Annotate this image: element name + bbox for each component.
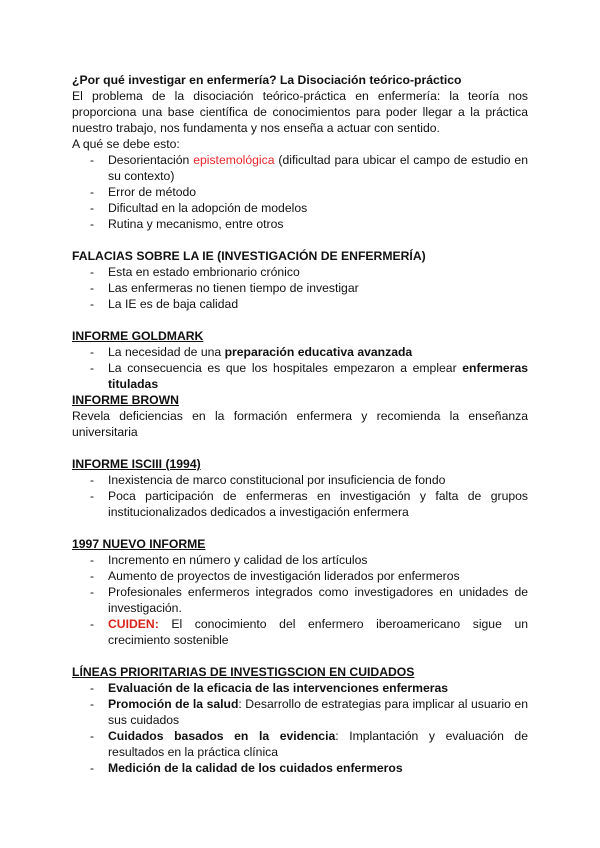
list-item: - Dificultad en la adopción de modelos xyxy=(72,200,528,216)
goldmark-list xyxy=(72,344,528,392)
list-item: - Las enfermeras no tienen tiempo de investigar xyxy=(72,280,528,296)
text-span: : Implantación y evaluación de resultados en la práctica clínica xyxy=(108,729,528,759)
list-item: - Error de método xyxy=(72,184,528,200)
highlight-term: epistemológica xyxy=(193,153,275,167)
nuevo-list xyxy=(72,552,528,648)
list-item: - Inexistencia de marco constitucional por insuficiencia de fondo xyxy=(72,472,528,488)
list-item: - Poca participación de enfermeras en investigación y falta de grupos institucionalizados dedicados a investigación enfermera xyxy=(72,488,528,520)
text-span: La necesidad de una xyxy=(108,345,225,359)
bold-term: preparación educativa avanzada xyxy=(224,345,413,359)
intro-lead: A qué se debe esto: xyxy=(72,137,180,151)
bold-term: Cuidados basados en la evidencia xyxy=(108,729,336,743)
cuiden-label: CUIDEN: xyxy=(108,617,159,631)
list-item xyxy=(72,728,528,760)
brown-paragraph: Revela deficiencias en la formación enfermera y recomienda la enseñanza universitaria xyxy=(72,409,528,439)
bold-term: enfermeras tituladas xyxy=(108,361,528,391)
list-item: - Profesionales enfermeros integrados como investigadores en unidades de investigación. xyxy=(72,584,528,616)
falacias-list xyxy=(72,264,528,312)
list-item: - Incremento en número y calidad de los artículos xyxy=(72,552,528,568)
list-item: - Rutina y mecanismo, entre otros xyxy=(72,216,528,232)
bold-term: Evaluación de la eficacia de las intervenciones enfermeras xyxy=(108,681,449,695)
document-page xyxy=(72,72,528,776)
lineas-title: LÍNEAS PRIORITARIAS DE INVESTIGSCION EN CUIDADOS xyxy=(72,665,415,679)
intro-title: ¿Por qué investigar en enfermería? La Disociación teórico-práctico xyxy=(72,73,462,87)
isciii-list xyxy=(72,472,528,520)
nuevo-title: 1997 NUEVO INFORME xyxy=(72,537,206,551)
list-item xyxy=(72,152,528,184)
list-item xyxy=(72,680,528,696)
list-item: - Aumento de proyectos de investigación liderados por enfermeros xyxy=(72,568,528,584)
text-span: Desorientación xyxy=(108,153,194,167)
list-item xyxy=(72,696,528,728)
text-span: : Desarrollo de estrategias para implicar al usuario en sus cuidados xyxy=(108,697,528,727)
falacias-title: FALACIAS SOBRE LA IE (INVESTIGACIÓN DE ENFERMERÍA) xyxy=(72,249,426,263)
bold-term: Medición de la calidad de los cuidados enfermeros xyxy=(108,761,403,775)
text-span: El conocimiento del enfermero iberoamericano sigue un crecimiento sostenible xyxy=(108,617,528,647)
text-span: (dificultad para ubicar el campo de estudio en su contexto) xyxy=(108,153,528,183)
text-span: La consecuencia es que los hospitales empezaron a emplear xyxy=(108,361,463,375)
intro-paragraph: El problema de la disociación teórico-práctica en enfermería: la teoría nos proporciona una base científica de conocimientos para poder llegar a la práctica nuestro trabajo, nos fundamenta y nos enseña a actuar con sentido. xyxy=(72,89,528,135)
bold-term: Promoción de la salud xyxy=(108,697,239,711)
list-item xyxy=(72,616,528,648)
isciii-title: INFORME ISCIII (1994) xyxy=(72,457,201,471)
list-item: - Esta en estado embrionario crónico xyxy=(72,264,528,280)
lineas-list xyxy=(72,680,528,776)
goldmark-title: INFORME GOLDMARK xyxy=(72,329,204,343)
list-item: - La IE es de baja calidad xyxy=(72,296,528,312)
brown-title: INFORME BROWN xyxy=(72,393,179,407)
list-item xyxy=(72,760,528,776)
list-item xyxy=(72,360,528,392)
list-item xyxy=(72,344,528,360)
intro-list xyxy=(72,152,528,232)
